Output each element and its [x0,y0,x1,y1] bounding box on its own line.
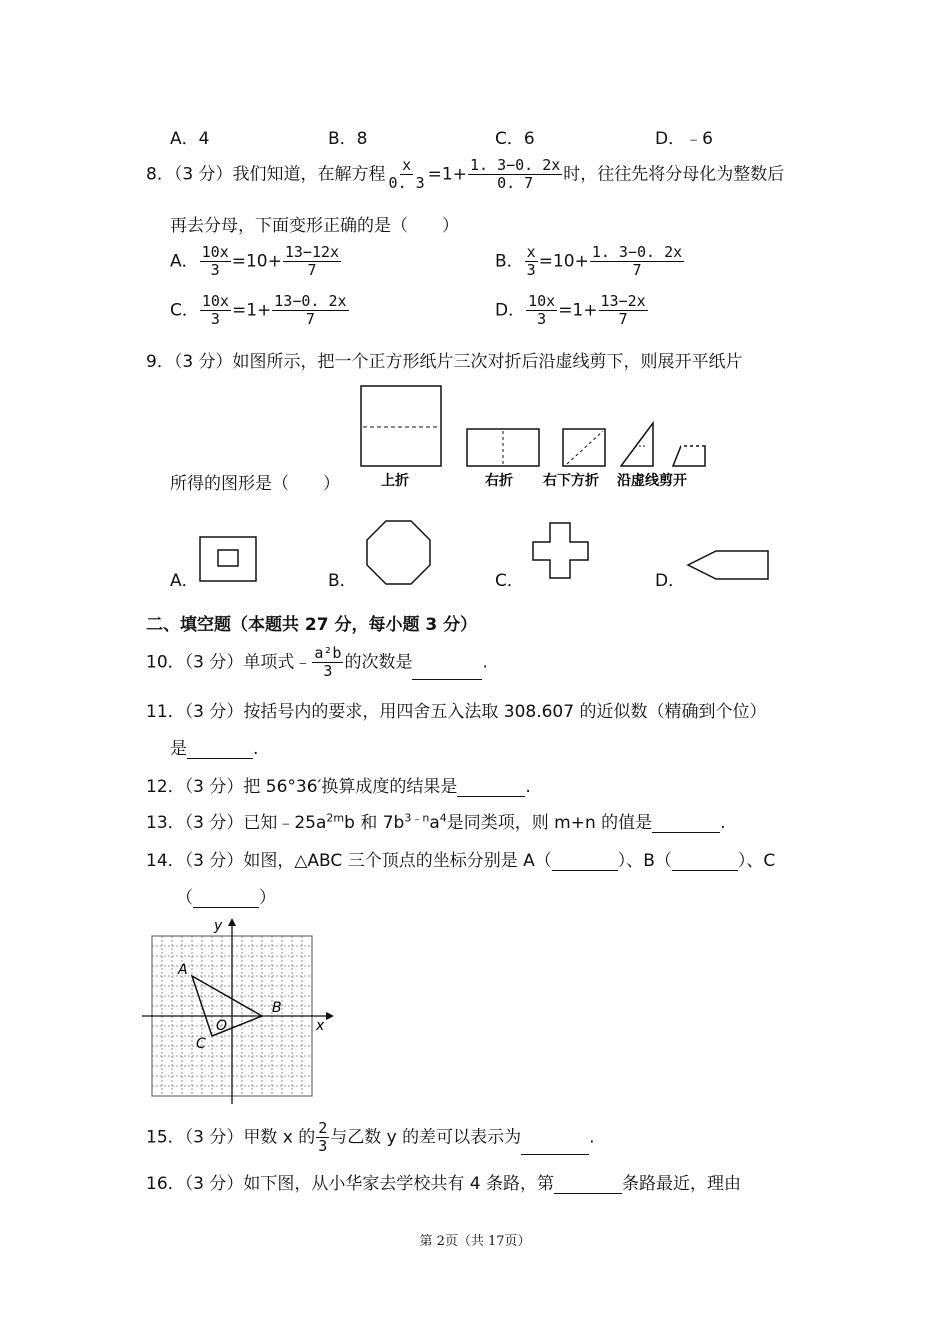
q14-line1: 14．（3 分）如图，△ABC 三个顶点的坐标分别是 A（ ）、B（ ）、C [146,851,776,871]
origin-label: O [216,1018,228,1034]
fold-triangle [621,423,653,466]
q9-stem-line1: 9．（3 分）如图所示，把一个正方形纸片三次对折后沿虚线剪下，则展开平纸片 [146,352,743,372]
q11-line2: 是 . [170,739,259,759]
q9-option-a-label: A． [170,571,199,591]
y-axis-label: y [214,918,223,934]
q12: 12．（3 分）把 56°36′换算成度的结果是 . [146,777,531,797]
q8-option-b: B． $\frac{x}{3}$ =10+ $\frac{1. 3-0. 2x}{7}$ [495,243,683,279]
q8-option-d: D． $\frac{10x}{3}$ =1+ $\frac{13-2x}{7}$ [495,292,646,328]
q7-option-c: C．6 [495,129,535,149]
vertex-c-label: C [196,1036,206,1052]
q12-answer-blank[interactable] [457,778,525,797]
q9-folding-diagram [355,380,715,490]
q7-option-b: B．8 [328,129,368,149]
q9-option-d-figure [686,548,772,584]
q14-coordinate-graph [140,914,340,1106]
fold-label-2: 右折 [485,473,513,489]
fold-trapezoid [673,446,705,466]
q15-answer-blank[interactable] [521,1136,589,1155]
y-axis-arrow [228,918,236,926]
vertex-a-label: A [178,962,188,978]
q11-line1: 11．（3 分）按括号内的要求，用四舍五入法取 308.607 的近似数（精确到个位） [146,702,767,722]
q16-answer-blank[interactable] [554,1175,622,1194]
q10: 10．（3 分）单项式﹣ $\frac{\text{a²b}}{3}$ 的次数是 . [146,644,488,680]
x-axis-arrow [326,1012,334,1020]
q9-option-a-figure [198,535,260,585]
q8-stem-line2: 再去分母，下面变形正确的是（ ） [170,216,459,236]
q13: 13．（3 分）已知$﹣25a^{2m}b$ 和 $7b^{3﹣n}a^4$是同类项，则 m+n 的值是 . [146,811,726,833]
q14-answer-a[interactable] [552,852,618,871]
q16: 16．（3 分）如下图，从小华家去学校共有 4 条路，第 条路最近，理由 [146,1174,741,1194]
q14-answer-b[interactable] [672,852,738,871]
q7-option-a: A．4 [170,129,210,149]
q8-option-a: A． $\frac{10x}{3}$ =10+ $\frac{13-12x}{7}$ [170,243,340,279]
q8-option-c: C． $\frac{10x}{3}$ =1+ $\frac{13-0. 2x}{7}$ [170,292,347,328]
fold-small-square-dash [567,431,603,464]
q9-option-d-label: D． [655,571,686,591]
q15: 15．（3 分）甲数 x 的 $\frac{2}{3}$ 与乙数 y 的差可以表示为 . [146,1119,595,1155]
page-footer: 第 2页（共 17页） [419,1234,531,1249]
fold-label-1: 上折 [381,473,409,489]
fold-label-3: 右下方折 [543,473,599,489]
q9-option-b-label: B． [328,571,357,591]
x-axis-label: x [316,1018,325,1034]
q13-answer-blank[interactable] [652,814,720,833]
fold-rectangle [467,429,539,466]
q11-answer-blank[interactable] [187,740,253,759]
q14-line2: （ ） [176,888,276,908]
q7-option-d: D．﹣6 [655,129,713,149]
q9-stem-line2: 所得的图形是（ ） [170,474,340,494]
q14-answer-c[interactable] [193,889,259,908]
q9-option-c-figure [530,520,592,582]
q8-stem-line1: 8．（3 分）我们知道，在解方程 $\frac{x}{0. 3}$ =1+ $\frac{1. 3-0. 2x}{0. 7}$ 时，往往先将分母化为整数后 [146,156,785,192]
section-2-title: 二、填空题（本题共 27 分，每小题 3 分） [146,615,478,635]
q9-option-b-figure [364,518,434,588]
fold-square [361,386,441,466]
vertex-b-label: B [272,1000,282,1016]
q9-option-c-label: C． [495,571,524,591]
fold-label-4: 沿虚线剪开 [617,473,687,489]
q10-answer-blank[interactable] [412,661,482,680]
